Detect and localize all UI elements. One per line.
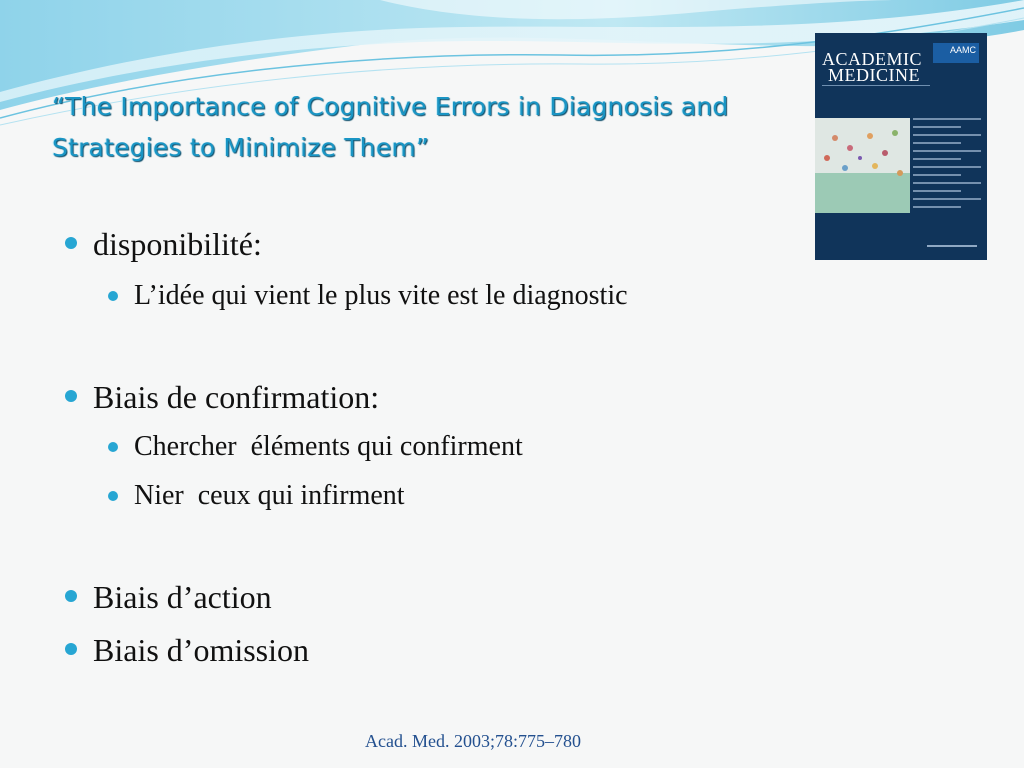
citation-reference: Acad. Med. 2003;78:775–780 (365, 731, 581, 751)
sub-bullet-text: L’idée qui vient le plus vite est le diagnostic (134, 280, 628, 311)
bullet-text: disponibilité: (93, 226, 262, 262)
bullet-dot-icon (65, 237, 77, 249)
bullet-dot-icon (65, 643, 77, 655)
sub-bullet-nier (106, 480, 405, 512)
journal-cover-title-line2: MEDICINE (828, 65, 920, 85)
sub-bullet-idee (106, 280, 628, 312)
bullet-dot-icon (65, 590, 77, 602)
slide-title: “The Importance of Cognitive Errors in Diagnosis and Strategies to Minimize Them” (52, 92, 729, 162)
cover-table-of-contents (913, 118, 981, 214)
cover-subtitle-rule (822, 85, 930, 90)
sub-bullet-chercher (106, 431, 523, 463)
cover-artwork (815, 118, 910, 213)
bullet-dot-icon (108, 491, 118, 501)
sub-bullet-text: Nier ceux qui infirment (134, 480, 405, 511)
bullet-dot-icon (108, 442, 118, 452)
bullet-text: Biais d’action (93, 579, 272, 615)
bullet-dot-icon (108, 291, 118, 301)
bullet-dot-icon (65, 390, 77, 402)
bullet-biais-confirmation (63, 379, 379, 415)
aamc-logo: AAMC (933, 43, 979, 63)
journal-cover-title (822, 51, 922, 83)
bullet-biais-omission (63, 632, 309, 668)
journal-cover-title-line1: ACADEMIC (822, 49, 923, 69)
journal-cover-image (815, 33, 987, 260)
bullet-disponibilite (63, 226, 262, 262)
bullet-biais-action (63, 579, 272, 615)
sub-bullet-text: Chercher éléments qui confirment (134, 431, 523, 462)
bullet-text: Biais d’omission (93, 632, 310, 668)
cover-footer-rule (927, 245, 977, 247)
bullet-text: Biais de confirmation: (93, 379, 380, 415)
